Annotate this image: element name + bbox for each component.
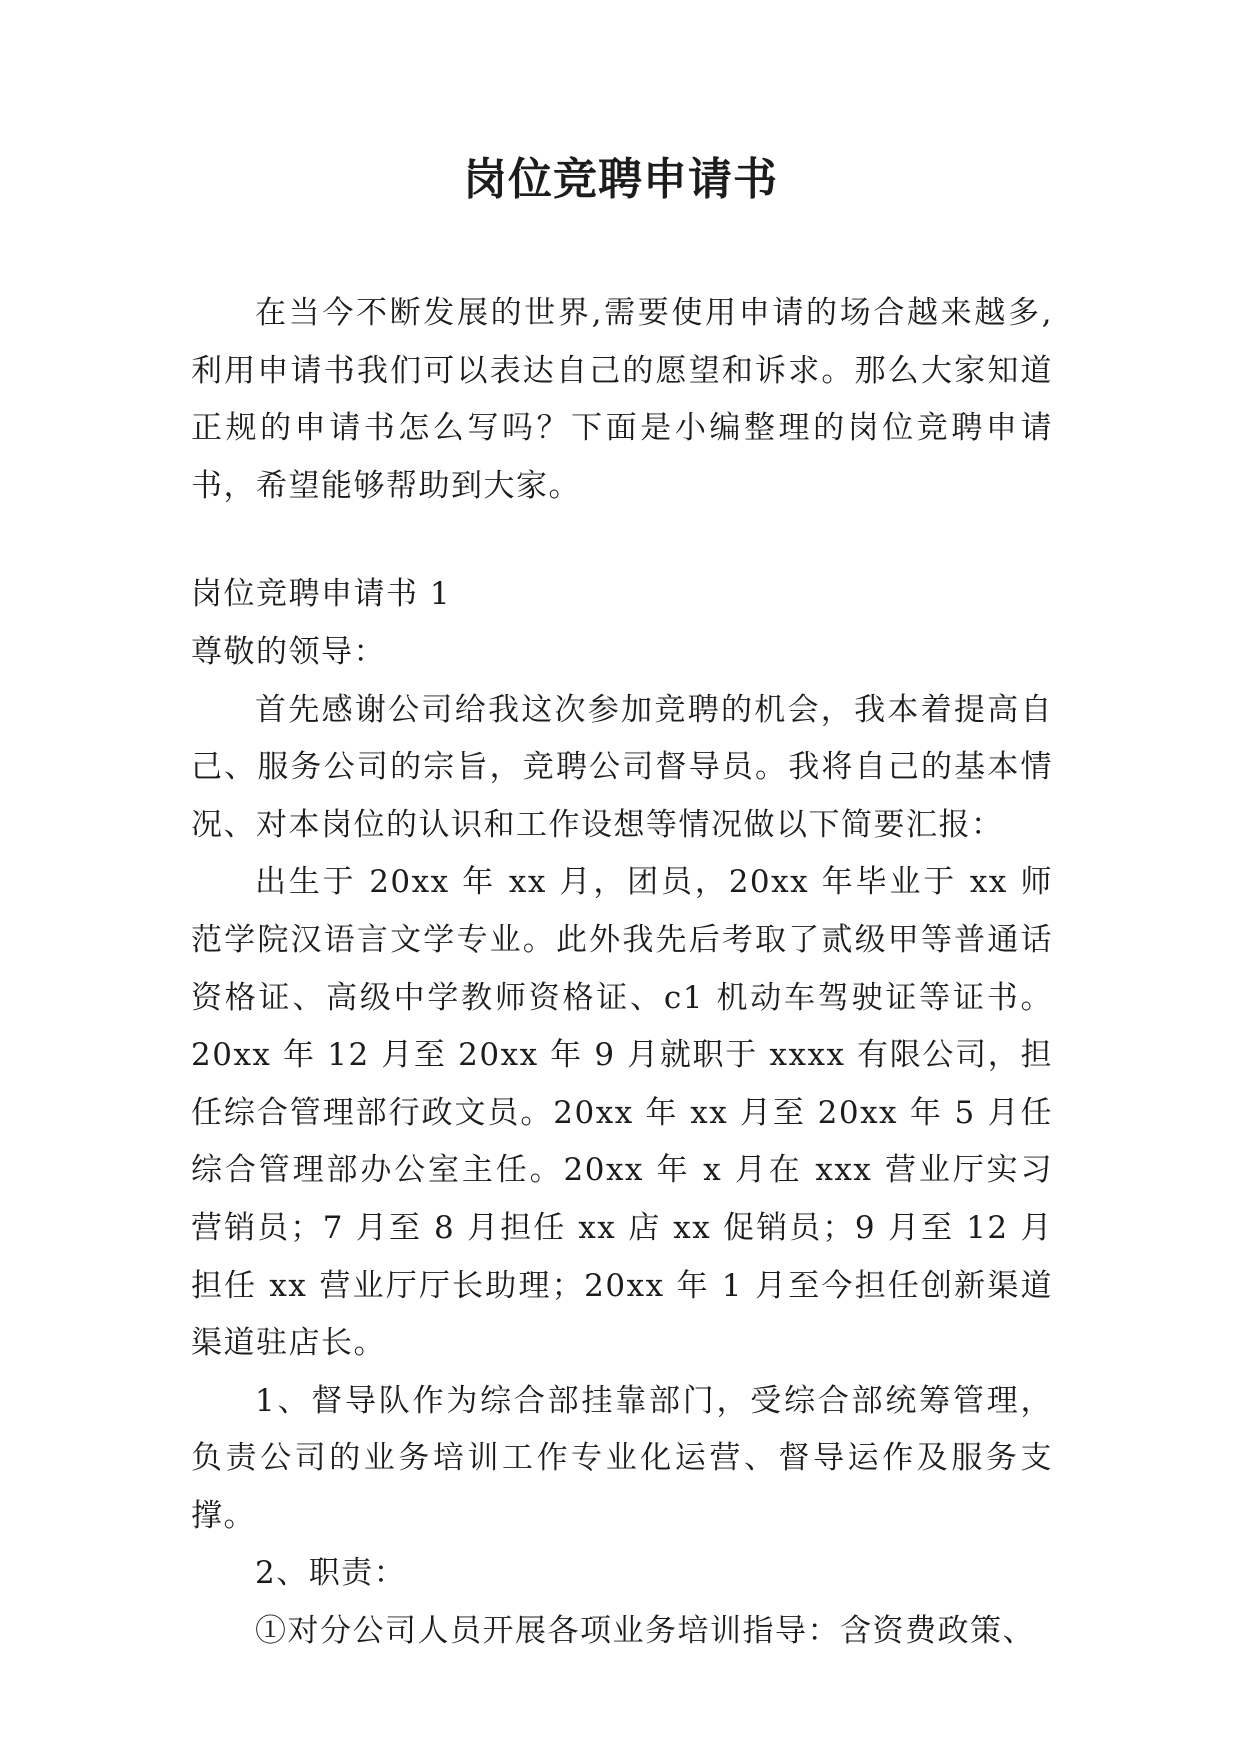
body-paragraph-2: 出生于 20xx 年 xx 月，团员，20xx 年毕业于 xx 师范学院汉语言文学专业。此外我先后考取了贰级甲等普通话资格证、高级中学教师资格证、c1 机动车驾驶证等证书。20xx 年 12 月至 20xx 年 9 月就职于 xxxx 有限公司，担任综合管理部行政文员。20xx 年 xx 月至 20xx 年 5 月任综合管理部办公室主任。20xx 年 x 月在 xxx 营业厅实习营销员；7 月至 8 月担任 xx 店 xx 促销员；9 月至 12 月担任 xx 营业厅厅长助理；20xx 年 1 月至今担任创新渠道渠道驻店长。 — [191, 864, 1053, 1362]
intro-paragraph: 在当今不断发展的世界,需要使用申请的场合越来越多,利用申请书我们可以表达自己的愿望和诉求。那么大家知道正规的申请书怎么写吗？下面是小编整理的岗位竞聘申请书，希望能够帮助到大家。 — [191, 295, 1053, 504]
body-paragraph-1: 首先感谢公司给我这次参加竞聘的机会，我本着提高自己、服务公司的宗旨，竞聘公司督导员。我将自己的基本情况、对本岗位的认识和工作设想等情况做以下简要汇报： — [191, 691, 1053, 843]
body-paragraph-3: 1、督导队作为综合部挂靠部门，受综合部统筹管理，负责公司的业务培训工作专业化运营、督导运作及服务支撑。 — [191, 1382, 1053, 1534]
document-body — [191, 285, 1053, 1661]
section-title: 岗位竞聘申请书 1 — [191, 576, 452, 613]
document-title: 岗位竞聘申请书 — [463, 154, 778, 205]
body-paragraph-5: ①对分公司人员开展各项业务培训指导：含资费政策、 — [255, 1613, 1035, 1650]
salutation: 尊敬的领导： — [191, 633, 386, 670]
body-paragraph-4: 2、职责： — [255, 1555, 407, 1592]
